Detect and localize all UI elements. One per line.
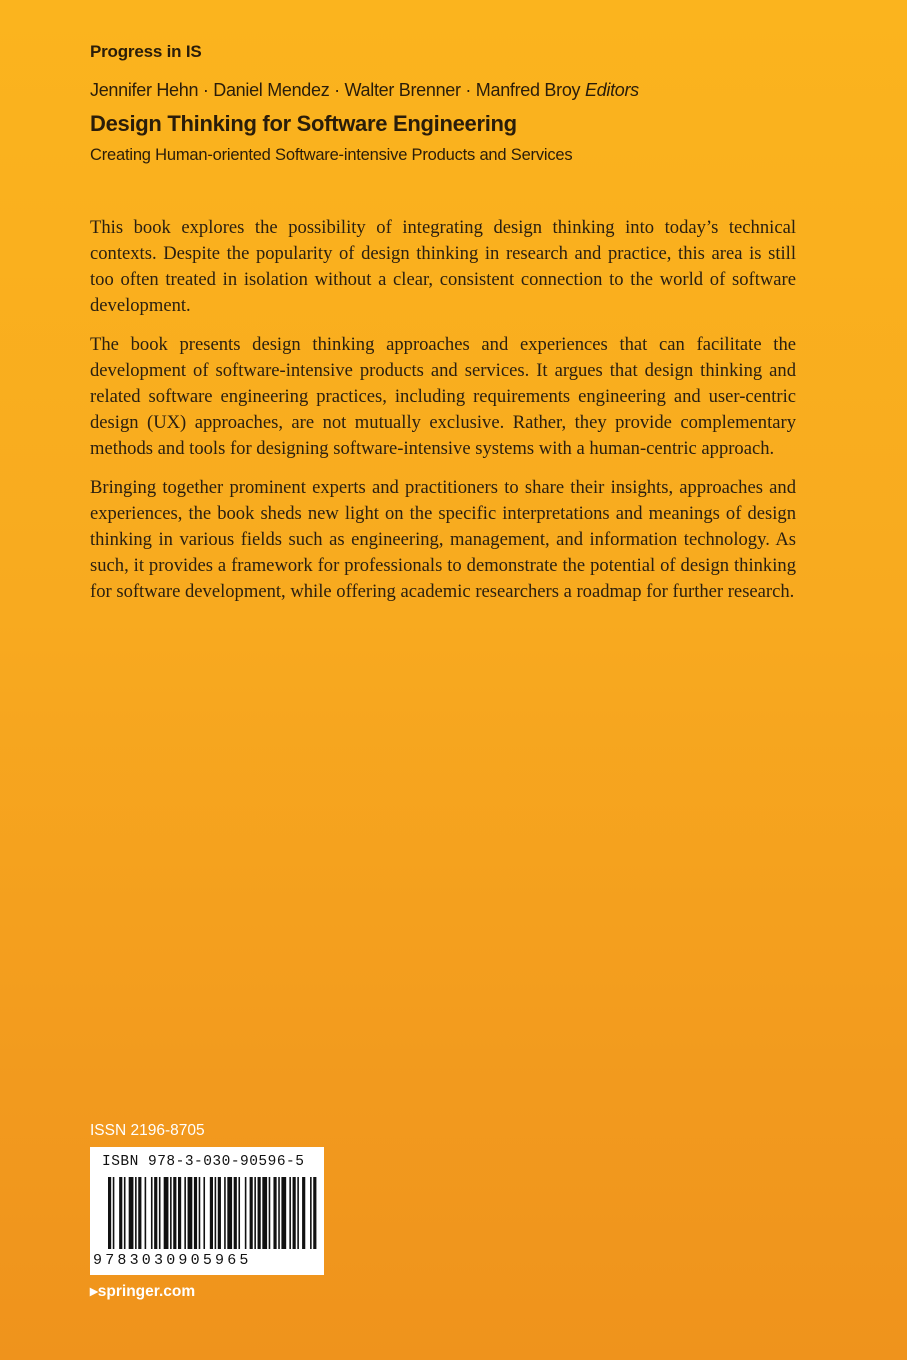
barcode-bar (164, 1177, 169, 1249)
barcode-bar (250, 1177, 253, 1249)
barcode-bar (173, 1177, 176, 1249)
barcode-bar (170, 1177, 172, 1249)
barcode-bar (210, 1177, 213, 1249)
barcode-bar (188, 1177, 193, 1249)
barcode-bar (297, 1177, 299, 1249)
barcode-bar (227, 1177, 232, 1249)
barcode-bar (224, 1177, 226, 1249)
barcode-bar (184, 1177, 186, 1249)
publisher-link[interactable] (90, 1282, 195, 1301)
barcode-bar (145, 1177, 147, 1249)
description-paragraph: Bringing together prominent experts and practitioners to share their insights, approaches and experiences, the book sheds new light on the specific interpretations and meanings of design thinking in various fields such as engineering, management, and information technology. As such, it provides a framework for professionals to demonstrate the potential of design thinking for software development, while offering academic researchers a roadmap for further research. (90, 477, 796, 602)
barcode-bar (234, 1177, 237, 1249)
description-paragraph: The book presents design thinking approaches and experiences that can facilitate the development of software-intensive products and services. It argues that design thinking and related software engineering practices, including requirements engineering and user-centric design (UX) approaches, are not mutually exclusive. Rather, they provide complementary methods and tools for designing software-intensive systems with a human-centric approach. (90, 334, 796, 459)
barcode-bar (278, 1177, 280, 1249)
barcode-bar (269, 1177, 271, 1249)
barcode-bar (138, 1177, 141, 1249)
barcode-bar (215, 1177, 217, 1249)
barcode-bar (262, 1177, 267, 1249)
barcode-bar (258, 1177, 261, 1249)
editors-role: Editors (584, 80, 639, 100)
barcode-bar (194, 1177, 197, 1249)
barcode-bar (218, 1177, 221, 1249)
barcode-bar (159, 1177, 161, 1249)
issn-label: ISSN 2196-8705 (90, 1122, 205, 1139)
barcode-bar (108, 1177, 111, 1249)
barcode-bar (154, 1177, 157, 1249)
barcode-bar (238, 1177, 240, 1249)
barcode-bar (273, 1177, 276, 1249)
book-title: Design Thinking for Software Engineering (90, 111, 517, 136)
barcode-bar (178, 1177, 181, 1249)
barcode-bar (124, 1177, 126, 1249)
barcode-bar (302, 1177, 305, 1249)
series-name: Progress in IS (90, 42, 202, 61)
barcode-bar (289, 1177, 291, 1249)
barcode-bar (151, 1177, 153, 1249)
barcode-bar (245, 1177, 247, 1249)
book-description (90, 215, 796, 618)
editors-line (90, 80, 639, 101)
barcode-bar (281, 1177, 286, 1249)
barcode-bar (119, 1177, 122, 1249)
editor-names: Jennifer Hehn · Daniel Mendez · Walter Brenner · Manfred Broy (90, 80, 581, 100)
barcode-bar (199, 1177, 201, 1249)
barcode-bar (293, 1177, 296, 1249)
website-label: springer.com (97, 1283, 196, 1300)
barcode-bar (310, 1177, 312, 1249)
barcode-panel (90, 1147, 324, 1275)
barcode-bar (313, 1177, 316, 1249)
isbn-label: ISBN 978-3-030-90596-5 (102, 1154, 305, 1170)
barcode-digits: 9783030905965 (93, 1252, 252, 1269)
barcode-bar (203, 1177, 205, 1249)
description-paragraph: This book explores the possibility of integrating design thinking into today’s technical contexts. Despite the popularity of design thinking in research and practice, this area is still too often treated in isolation without a clear, consistent connection to the world of software development. (90, 217, 796, 316)
barcode-bar (129, 1177, 134, 1249)
arrow-icon: ▸ (90, 1283, 98, 1300)
barcode-bar (254, 1177, 256, 1249)
barcode-bar (135, 1177, 137, 1249)
book-subtitle: Creating Human-oriented Software-intensive Products and Services (90, 146, 573, 164)
barcode-bar (113, 1177, 115, 1249)
